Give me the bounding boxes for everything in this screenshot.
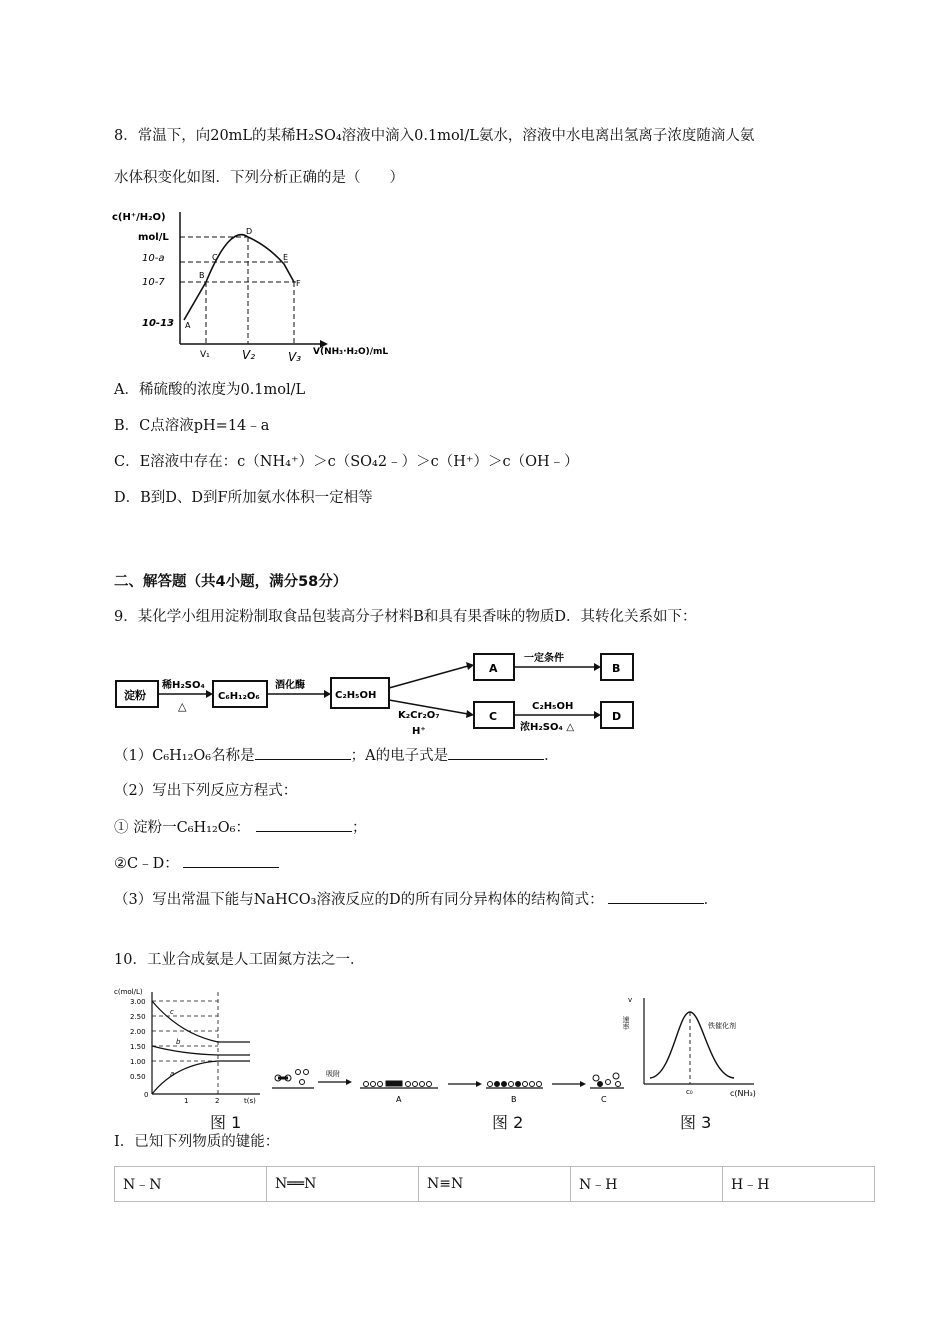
q10-fig1-ytick-250: 2.50	[130, 1013, 146, 1021]
q10-fig1-label-a: a	[170, 1070, 175, 1078]
bond-cell-n-h: N﹣H	[571, 1167, 723, 1202]
q10-stem: 10．工业合成氨是人工固氮方法之一．	[114, 952, 365, 968]
q10-fig1-curve-b	[152, 1046, 250, 1055]
q9-box-starch-label: 淀粉	[124, 689, 146, 702]
q10-bond-table	[114, 1166, 875, 1202]
q9-part2-2	[114, 853, 279, 874]
q9-part1-text-c: ．	[544, 748, 559, 764]
q9-box-a-label: A	[489, 662, 498, 675]
q8-point-f: F	[296, 279, 301, 288]
q9-box-b-label: B	[612, 662, 621, 675]
q10-fig1-label-b: b	[176, 1038, 181, 1046]
q9-box-glucose-label: C₆H₁₂O₆	[218, 691, 260, 702]
q9-part3-blank[interactable]	[608, 889, 704, 904]
q9-part2-1-text: ① 淀粉一C₆H₁₂O₆：	[114, 820, 250, 836]
q10-fig1-ytick-100: 1.00	[130, 1058, 146, 1066]
q9-part2-1-end: ；	[352, 820, 367, 836]
bond-cell-h-h: H﹣H	[723, 1167, 875, 1202]
q9-stem: 9．某化学小组用淀粉制取食品包装高分子材料B和具有果香味的物质D．其转化关系如下：	[114, 609, 697, 625]
q8-ylabel-1: c(H⁺/H₂O)	[112, 212, 166, 223]
q9-part2-1-blank[interactable]	[256, 817, 352, 832]
q9-arrow-to-a	[389, 666, 468, 688]
q8-xtick-v1: V₁	[200, 350, 210, 360]
q9-part3-end: ．	[703, 892, 719, 908]
bond-cell-n-double-n: N══N	[267, 1167, 419, 1202]
q8-graph	[108, 204, 408, 374]
q8-stem-line1: 8．常温下，向20mL的某稀H₂SO₄溶液中滴入0.1mol/L氨水，溶液中水电离出氢离子浓度随滴人氨	[114, 128, 755, 144]
q10-fig2	[268, 1058, 628, 1108]
q8-point-d: D	[246, 227, 253, 236]
q8-stem-line2: 水体积变化如图．下列分析正确的是（ ）	[114, 170, 404, 186]
q8-point-b: B	[199, 271, 205, 280]
q10-fig1-label-c: c	[170, 1008, 174, 1016]
q8-option-c[interactable]: C．E溶液中存在：c（NH₄⁺）＞c（SO₄2﹣）＞c（H⁺）＞c（OH﹣）	[114, 454, 579, 470]
q10-fig1-ytick-150: 1.50	[130, 1043, 146, 1051]
q9-arrow-1-bottom: △	[178, 700, 187, 713]
q8-option-a[interactable]: A．稀硫酸的浓度为0.1mol/L	[114, 382, 306, 398]
q10-fig1-xtick-1: 1	[184, 1097, 189, 1105]
q10-fig3-y-symbol: v	[628, 996, 633, 1004]
q9-part1-blank-name[interactable]	[255, 745, 351, 760]
q8-ytick-a: 10-a	[142, 253, 165, 264]
q9-arrow-a-b-label: 一定条件	[524, 653, 564, 664]
q8-xlabel: V(NH₃·H₂O)/mL	[313, 347, 389, 357]
q9-arrow-c-d-bottom: 浓H₂SO₄ △	[520, 722, 575, 733]
q9-part1-text-b: ；A的电子式是	[350, 748, 449, 764]
q8-ylabel-2: mol/L	[138, 232, 169, 243]
bond-cell-n-n: N﹣N	[115, 1167, 267, 1202]
q9-arrow-c-d-top: C₂H₅OH	[532, 701, 574, 712]
q9-part2-2-blank[interactable]	[183, 853, 279, 868]
q10-fig1-xtick-2: 2	[215, 1097, 220, 1105]
q10-fig1-ylabel: c(mol/L)	[114, 988, 143, 996]
q10-fig2-arrow-label: 吸附	[326, 1070, 340, 1078]
q10-fig3-caption: 图 3	[680, 1113, 712, 1132]
q10-fig1-xlabel: t(s)	[244, 1097, 256, 1105]
q8-xtick-v3: V₃	[288, 350, 302, 364]
bond-cell-n-triple-n: N≡N	[419, 1167, 571, 1202]
q9-part1-blank-electron[interactable]	[448, 745, 544, 760]
q8-xtick-v2: V₂	[242, 348, 256, 362]
q9-arrow-2-top: 酒化酶	[275, 680, 305, 691]
q10-fig1-ytick-050: 0.50	[130, 1073, 146, 1081]
q10-fig2-stage-c: C	[601, 1095, 607, 1104]
q8-ytick-13: 10-13	[142, 318, 174, 329]
q10-fig1-caption: 图 1	[210, 1113, 242, 1132]
section2-title: 二、解答题（共4小题，满分58分）	[114, 574, 348, 590]
q9-part3-text: （3）写出常温下能与NaHCO₃溶液反应的D的所有同分异构体的结构简式：	[114, 892, 604, 908]
q9-arrow-to-c-top: K₂Cr₂O₇	[398, 710, 440, 721]
q10-fig1	[110, 984, 270, 1104]
q10-fig1-curve-c	[152, 1001, 250, 1042]
q10-fig3-ylabel: 速率	[622, 1016, 630, 1030]
q8-point-e: E	[283, 253, 289, 262]
q9-flow-diagram	[112, 648, 642, 744]
q10-fig1-ytick-200: 2.00	[130, 1028, 146, 1036]
q10-fig3-xlabel: c(NH₃)	[730, 1089, 756, 1098]
q9-box-ethanol-label: C₂H₅OH	[335, 690, 377, 701]
q8-point-c: C	[212, 253, 218, 262]
q8-option-d[interactable]: D．B到D、D到F所加氨水体积一定相等	[114, 490, 373, 506]
q8-ytick-7: 10-7	[142, 277, 165, 288]
q10-fig3-xtick: c₀	[686, 1088, 693, 1096]
q9-part1	[114, 745, 559, 766]
q10-fig1-curve-a	[152, 1061, 250, 1094]
q9-part3	[114, 889, 718, 910]
table-row	[115, 1167, 875, 1202]
q9-part2-1	[114, 817, 367, 838]
q9-arrow-1-top: 稀H₂SO₄	[162, 680, 205, 691]
q8-point-a: A	[185, 321, 191, 330]
q10-fig2-stage-a: A	[396, 1095, 402, 1104]
q10-sub1: I．已知下列物质的键能：	[114, 1134, 280, 1150]
q9-box-d-label: D	[612, 710, 622, 723]
q10-fig1-ytick-0: 0	[144, 1091, 149, 1099]
q10-fig3-peak-label: 铁催化剂	[708, 1022, 736, 1030]
q10-fig1-ytick-300: 3.00	[130, 998, 146, 1006]
q8-option-b[interactable]: B．C点溶液pH=14﹣a	[114, 418, 270, 434]
q10-fig2-stage-b: B	[511, 1095, 517, 1104]
q9-box-c-label: C	[489, 710, 498, 723]
q9-part2: （2）写出下列反应方程式：	[114, 783, 298, 799]
q10-fig2-caption: 图 2	[492, 1113, 524, 1132]
q9-part1-text-a: （1）C₆H₁₂O₆名称是	[114, 748, 255, 764]
q10-fig3	[624, 992, 772, 1104]
q9-part2-2-text: ②C﹣D：	[114, 856, 179, 872]
q9-arrow-to-c-bottom: H⁺	[412, 726, 426, 737]
